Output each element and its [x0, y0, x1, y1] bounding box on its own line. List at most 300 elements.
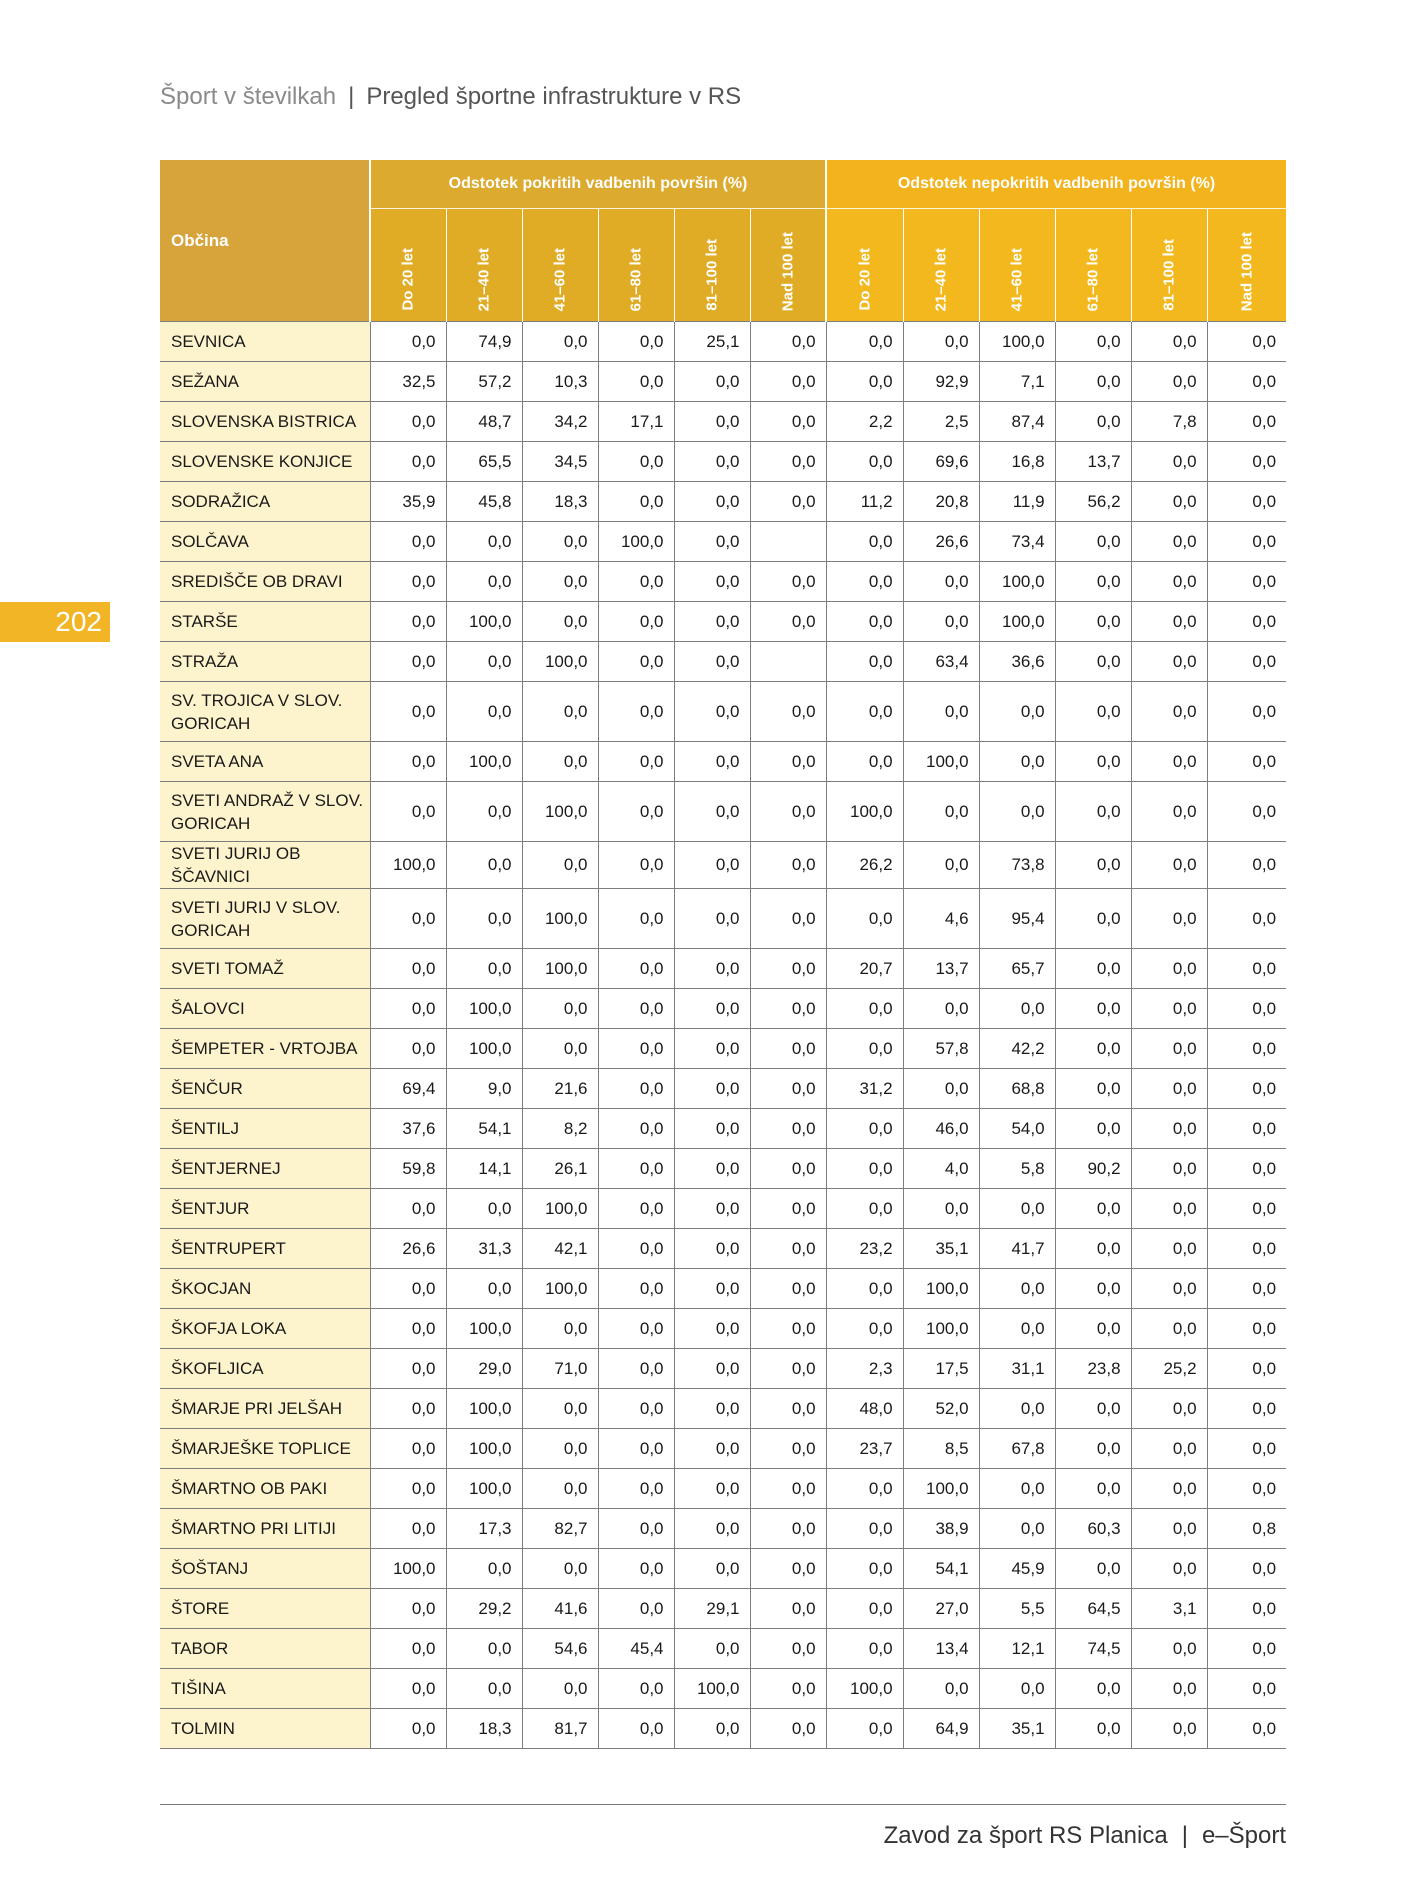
running-footer [884, 1822, 1286, 1850]
value-cell: 0,0 [370, 642, 446, 682]
table-row [160, 602, 1286, 642]
value-cell: 0,0 [1131, 1389, 1207, 1429]
municipality-name: ŠKOFJA LOKA [160, 1309, 370, 1349]
value-cell: 60,3 [1055, 1509, 1131, 1549]
value-cell: 54,0 [979, 1109, 1055, 1149]
value-cell: 8,2 [522, 1109, 598, 1149]
table-row [160, 402, 1286, 442]
value-cell: 0,0 [903, 322, 979, 362]
value-cell: 0,0 [1131, 362, 1207, 402]
value-cell: 0,0 [598, 1389, 674, 1429]
value-cell: 23,7 [826, 1429, 903, 1469]
value-cell: 100,0 [522, 642, 598, 682]
value-cell: 0,0 [750, 842, 826, 889]
value-cell: 0,0 [370, 742, 446, 782]
value-cell: 0,0 [370, 562, 446, 602]
value-cell: 0,0 [750, 1309, 826, 1349]
column-header-label: Do 20 let [856, 248, 874, 311]
table-row [160, 1549, 1286, 1589]
value-cell: 0,0 [750, 889, 826, 949]
municipality-name: SODRAŽICA [160, 482, 370, 522]
value-cell: 0,0 [598, 362, 674, 402]
value-cell: 57,2 [446, 362, 522, 402]
value-cell: 0,0 [1055, 1429, 1131, 1469]
value-cell: 0,0 [826, 1269, 903, 1309]
value-cell: 59,8 [370, 1149, 446, 1189]
value-cell: 0,0 [598, 562, 674, 602]
value-cell: 0,0 [370, 322, 446, 362]
value-cell: 0,0 [522, 989, 598, 1029]
value-cell: 54,1 [446, 1109, 522, 1149]
value-cell: 92,9 [903, 362, 979, 402]
value-cell: 45,8 [446, 482, 522, 522]
value-cell: 0,0 [370, 1509, 446, 1549]
value-cell: 0,0 [826, 442, 903, 482]
value-cell: 0,0 [1055, 322, 1131, 362]
value-cell: 0,0 [1055, 362, 1131, 402]
value-cell: 0,0 [674, 602, 750, 642]
column-header [522, 209, 598, 322]
value-cell: 0,0 [826, 1549, 903, 1589]
value-cell: 0,0 [370, 989, 446, 1029]
value-cell: 0,0 [1207, 1469, 1286, 1509]
value-cell: 0,0 [750, 1029, 826, 1069]
value-cell: 0,0 [750, 1549, 826, 1589]
value-cell: 64,5 [1055, 1589, 1131, 1629]
value-cell: 0,0 [1207, 402, 1286, 442]
value-cell: 0,0 [522, 522, 598, 562]
value-cell: 0,0 [370, 1349, 446, 1389]
value-cell: 0,0 [750, 1069, 826, 1109]
value-cell: 35,1 [979, 1709, 1055, 1749]
value-cell: 0,0 [370, 402, 446, 442]
municipality-name: SEVNICA [160, 322, 370, 362]
value-cell: 23,2 [826, 1229, 903, 1269]
value-cell: 0,0 [1207, 989, 1286, 1029]
municipality-name: ŠENČUR [160, 1069, 370, 1109]
value-cell: 0,0 [674, 442, 750, 482]
value-cell: 0,0 [979, 989, 1055, 1029]
value-cell: 0,0 [1207, 1429, 1286, 1469]
value-cell: 0,0 [1207, 1229, 1286, 1269]
municipality-name: SVETI ANDRAŽ V SLOV. GORICAH [160, 782, 370, 842]
value-cell: 0,0 [750, 322, 826, 362]
value-cell: 3,1 [1131, 1589, 1207, 1629]
municipality-name: ŠMARJE PRI JELŠAH [160, 1389, 370, 1429]
value-cell: 0,0 [979, 1309, 1055, 1349]
value-cell: 0,0 [598, 1469, 674, 1509]
municipality-name: SREDIŠČE OB DRAVI [160, 562, 370, 602]
value-cell: 81,7 [522, 1709, 598, 1749]
value-cell: 0,0 [1207, 742, 1286, 782]
value-cell: 0,0 [598, 1109, 674, 1149]
value-cell: 0,0 [1131, 1709, 1207, 1749]
value-cell: 0,0 [750, 1709, 826, 1749]
value-cell: 0,0 [826, 682, 903, 742]
value-cell: 0,0 [598, 1229, 674, 1269]
value-cell: 0,0 [598, 1029, 674, 1069]
value-cell: 0,0 [826, 889, 903, 949]
value-cell: 56,2 [1055, 482, 1131, 522]
value-cell: 100,0 [370, 842, 446, 889]
value-cell: 0,0 [750, 1349, 826, 1389]
municipality-name: TIŠINA [160, 1669, 370, 1709]
value-cell: 0,0 [674, 1709, 750, 1749]
value-cell: 0,0 [522, 682, 598, 742]
value-cell: 0,0 [1207, 642, 1286, 682]
value-cell: 69,6 [903, 442, 979, 482]
value-cell: 0,0 [674, 889, 750, 949]
value-cell: 41,6 [522, 1589, 598, 1629]
value-cell: 0,0 [446, 1669, 522, 1709]
value-cell: 0,0 [750, 402, 826, 442]
value-cell: 0,0 [750, 989, 826, 1029]
value-cell: 0,0 [598, 642, 674, 682]
column-header [826, 209, 903, 322]
value-cell: 74,5 [1055, 1629, 1131, 1669]
value-cell: 0,0 [598, 1509, 674, 1549]
value-cell: 0,0 [446, 1549, 522, 1589]
value-cell: 100,0 [903, 1269, 979, 1309]
value-cell: 0,0 [1207, 682, 1286, 742]
value-cell: 0,0 [1131, 1189, 1207, 1229]
value-cell: 7,8 [1131, 402, 1207, 442]
value-cell: 0,0 [598, 1269, 674, 1309]
value-cell: 31,1 [979, 1349, 1055, 1389]
column-header [903, 209, 979, 322]
value-cell: 0,0 [1207, 1589, 1286, 1629]
value-cell: 0,0 [674, 1629, 750, 1669]
value-cell: 73,8 [979, 842, 1055, 889]
value-cell: 12,1 [979, 1629, 1055, 1669]
value-cell: 0,0 [1207, 522, 1286, 562]
value-cell: 0,0 [826, 522, 903, 562]
value-cell: 90,2 [1055, 1149, 1131, 1189]
value-cell: 0,0 [826, 1629, 903, 1669]
value-cell: 100,0 [446, 742, 522, 782]
value-cell: 0,0 [979, 682, 1055, 742]
value-cell: 0,0 [370, 1029, 446, 1069]
value-cell: 63,4 [903, 642, 979, 682]
value-cell: 0,0 [1055, 1229, 1131, 1269]
value-cell: 0,0 [370, 1469, 446, 1509]
column-header [979, 209, 1055, 322]
value-cell: 73,4 [979, 522, 1055, 562]
municipality-name: ŠMARTNO OB PAKI [160, 1469, 370, 1509]
value-cell: 100,0 [826, 782, 903, 842]
value-cell: 65,5 [446, 442, 522, 482]
value-cell: 38,9 [903, 1509, 979, 1549]
table-row [160, 1709, 1286, 1749]
value-cell: 32,5 [370, 362, 446, 402]
value-cell: 0,0 [979, 782, 1055, 842]
value-cell: 0,0 [370, 1389, 446, 1429]
municipality-name: SVETI JURIJ V SLOV. GORICAH [160, 889, 370, 949]
column-header-label: Do 20 let [399, 248, 417, 311]
value-cell: 36,6 [979, 642, 1055, 682]
value-cell: 0,0 [750, 1189, 826, 1229]
value-cell: 0,0 [750, 362, 826, 402]
value-cell: 65,7 [979, 949, 1055, 989]
value-cell: 11,9 [979, 482, 1055, 522]
value-cell: 0,0 [826, 1149, 903, 1189]
table-row [160, 522, 1286, 562]
value-cell: 0,0 [522, 1469, 598, 1509]
value-cell: 0,0 [674, 1349, 750, 1389]
value-cell: 0,0 [903, 1069, 979, 1109]
value-cell: 0,0 [598, 889, 674, 949]
value-cell: 2,2 [826, 402, 903, 442]
value-cell: 0,0 [1131, 1269, 1207, 1309]
value-cell: 68,8 [979, 1069, 1055, 1109]
table-row [160, 442, 1286, 482]
value-cell: 100,0 [903, 1469, 979, 1509]
value-cell: 0,0 [370, 1589, 446, 1629]
value-cell: 0,0 [826, 602, 903, 642]
value-cell: 0,0 [522, 1029, 598, 1069]
value-cell: 0,0 [446, 949, 522, 989]
value-cell: 0,0 [446, 1629, 522, 1669]
value-cell: 0,0 [750, 1669, 826, 1709]
value-cell: 0,0 [750, 1269, 826, 1309]
value-cell: 29,1 [674, 1589, 750, 1629]
footer-separator: | [1181, 1822, 1188, 1849]
value-cell: 0,0 [370, 602, 446, 642]
value-cell: 18,3 [446, 1709, 522, 1749]
value-cell: 0,0 [1055, 1309, 1131, 1349]
value-cell: 26,6 [903, 522, 979, 562]
value-cell: 100,0 [522, 1189, 598, 1229]
value-cell: 0,0 [370, 949, 446, 989]
value-cell: 37,6 [370, 1109, 446, 1149]
value-cell: 100,0 [370, 1549, 446, 1589]
value-cell: 26,2 [826, 842, 903, 889]
value-cell: 0,0 [979, 1189, 1055, 1229]
value-cell: 0,0 [826, 1109, 903, 1149]
value-cell: 0,0 [750, 949, 826, 989]
value-cell: 100,0 [979, 562, 1055, 602]
value-cell: 0,0 [903, 842, 979, 889]
value-cell: 0,0 [750, 482, 826, 522]
value-cell: 4,0 [903, 1149, 979, 1189]
value-cell: 0,0 [1055, 1469, 1131, 1509]
value-cell: 48,0 [826, 1389, 903, 1429]
value-cell: 100,0 [903, 1309, 979, 1349]
column-header-label: Nad 100 let [1238, 231, 1256, 311]
value-cell: 100,0 [826, 1669, 903, 1709]
value-cell: 0,0 [1131, 949, 1207, 989]
value-cell: 0,0 [1055, 682, 1131, 742]
value-cell: 0,0 [522, 1389, 598, 1429]
value-cell: 54,1 [903, 1549, 979, 1589]
municipality-name: SEŽANA [160, 362, 370, 402]
value-cell: 100,0 [903, 742, 979, 782]
value-cell: 0,0 [1131, 1109, 1207, 1149]
value-cell: 57,8 [903, 1029, 979, 1069]
value-cell: 0,0 [674, 562, 750, 602]
value-cell: 0,0 [446, 782, 522, 842]
table-row [160, 1509, 1286, 1549]
value-cell: 0,0 [1131, 889, 1207, 949]
value-cell: 0,0 [1207, 1029, 1286, 1069]
value-cell: 0,0 [1131, 1469, 1207, 1509]
municipality-name: ŠENTJUR [160, 1189, 370, 1229]
value-cell: 0,0 [1207, 362, 1286, 402]
value-cell: 0,0 [674, 1469, 750, 1509]
value-cell: 0,0 [598, 1709, 674, 1749]
value-cell: 0,0 [1207, 782, 1286, 842]
value-cell: 0,0 [1055, 1549, 1131, 1589]
value-cell: 0,0 [750, 782, 826, 842]
table-row [160, 682, 1286, 742]
value-cell: 0,0 [1131, 1229, 1207, 1269]
value-cell: 0,0 [446, 642, 522, 682]
value-cell: 0,0 [674, 1029, 750, 1069]
value-cell: 0,0 [674, 1149, 750, 1189]
value-cell: 10,3 [522, 362, 598, 402]
value-cell: 0,0 [1207, 322, 1286, 362]
value-cell: 0,0 [1055, 782, 1131, 842]
value-cell: 0,0 [598, 782, 674, 842]
value-cell: 20,8 [903, 482, 979, 522]
value-cell: 0,0 [979, 1509, 1055, 1549]
value-cell: 17,3 [446, 1509, 522, 1549]
value-cell: 0,0 [522, 842, 598, 889]
value-cell: 13,4 [903, 1629, 979, 1669]
value-cell: 0,0 [370, 1309, 446, 1349]
value-cell: 0,0 [903, 1189, 979, 1229]
value-cell: 0,0 [1131, 1309, 1207, 1349]
value-cell: 0,0 [1055, 1069, 1131, 1109]
value-cell: 100,0 [446, 602, 522, 642]
value-cell: 0,0 [1055, 642, 1131, 682]
table-row [160, 1389, 1286, 1429]
value-cell: 100,0 [979, 602, 1055, 642]
value-cell: 0,0 [674, 842, 750, 889]
value-cell: 100,0 [446, 1389, 522, 1429]
value-cell: 0,0 [1131, 602, 1207, 642]
municipality-name: ŠTORE [160, 1589, 370, 1629]
value-cell: 0,0 [903, 782, 979, 842]
value-cell: 0,0 [826, 362, 903, 402]
value-cell: 0,0 [1207, 1669, 1286, 1709]
table-row [160, 949, 1286, 989]
value-cell: 0,0 [370, 682, 446, 742]
value-cell: 100,0 [598, 522, 674, 562]
column-header [1131, 209, 1207, 322]
value-cell: 0,0 [598, 1549, 674, 1589]
header-section-title: Pregled športne infrastrukture v RS [366, 83, 742, 110]
value-cell: 0,0 [598, 1149, 674, 1189]
value-cell: 0,0 [598, 602, 674, 642]
value-cell: 0,0 [1131, 562, 1207, 602]
value-cell: 0,0 [826, 1589, 903, 1629]
footer-series: e–Šport [1201, 1822, 1286, 1849]
value-cell: 0,0 [1131, 1509, 1207, 1549]
column-header [598, 209, 674, 322]
value-cell: 0,0 [1131, 642, 1207, 682]
municipality-name: SVETI TOMAŽ [160, 949, 370, 989]
value-cell: 0,0 [522, 562, 598, 602]
value-cell: 0,0 [1131, 1429, 1207, 1469]
value-cell: 0,0 [826, 1509, 903, 1549]
value-cell: 26,1 [522, 1149, 598, 1189]
value-cell: 35,1 [903, 1229, 979, 1269]
value-cell: 0,0 [1055, 1389, 1131, 1429]
value-cell: 0,0 [598, 989, 674, 1029]
value-cell: 0,0 [826, 562, 903, 602]
value-cell: 2,5 [903, 402, 979, 442]
value-cell: 0,0 [903, 1669, 979, 1709]
column-header [1207, 209, 1286, 322]
value-cell: 82,7 [522, 1509, 598, 1549]
value-cell: 0,0 [1055, 842, 1131, 889]
value-cell: 23,8 [1055, 1349, 1131, 1389]
value-cell: 0,0 [522, 322, 598, 362]
municipality-name: SV. TROJICA V SLOV. GORICAH [160, 682, 370, 742]
value-cell: 42,2 [979, 1029, 1055, 1069]
value-cell: 0,0 [598, 1589, 674, 1629]
value-cell: 34,5 [522, 442, 598, 482]
group-header-covered: Odstotek pokritih vadbenih površin (%) [370, 160, 826, 209]
value-cell: 0,0 [674, 522, 750, 562]
value-cell: 0,0 [1131, 442, 1207, 482]
value-cell: 0,8 [1207, 1509, 1286, 1549]
value-cell: 2,3 [826, 1349, 903, 1389]
value-cell: 0,0 [1131, 482, 1207, 522]
table-row [160, 1229, 1286, 1269]
table-row [160, 1429, 1286, 1469]
value-cell: 29,2 [446, 1589, 522, 1629]
table-row [160, 562, 1286, 602]
value-cell: 100,0 [522, 782, 598, 842]
value-cell: 100,0 [446, 989, 522, 1029]
value-cell: 0,0 [750, 682, 826, 742]
value-cell: 0,0 [1131, 1029, 1207, 1069]
value-cell: 0,0 [826, 1029, 903, 1069]
value-cell: 0,0 [750, 742, 826, 782]
value-cell: 0,0 [750, 1509, 826, 1549]
value-cell: 0,0 [1207, 889, 1286, 949]
value-cell: 0,0 [598, 1189, 674, 1229]
value-cell: 0,0 [598, 1069, 674, 1109]
value-cell: 52,0 [903, 1389, 979, 1429]
table-row [160, 642, 1286, 682]
value-cell: 100,0 [446, 1469, 522, 1509]
municipality-name: ŠOŠTANJ [160, 1549, 370, 1589]
value-cell: 0,0 [1131, 782, 1207, 842]
value-cell: 0,0 [1207, 1709, 1286, 1749]
value-cell: 0,0 [1055, 602, 1131, 642]
column-header [750, 209, 826, 322]
value-cell: 0,0 [903, 682, 979, 742]
value-cell: 13,7 [1055, 442, 1131, 482]
municipality-name: ŠENTILJ [160, 1109, 370, 1149]
value-cell: 0,0 [1131, 842, 1207, 889]
value-cell: 0,0 [1131, 1149, 1207, 1189]
value-cell: 0,0 [1131, 322, 1207, 362]
value-cell: 0,0 [1131, 1069, 1207, 1109]
value-cell: 0,0 [522, 1669, 598, 1709]
value-cell: 20,7 [826, 949, 903, 989]
value-cell: 0,0 [903, 562, 979, 602]
table-row [160, 1469, 1286, 1509]
value-cell: 0,0 [750, 1389, 826, 1429]
value-cell: 71,0 [522, 1349, 598, 1389]
value-cell: 0,0 [979, 1469, 1055, 1509]
value-cell: 0,0 [750, 1109, 826, 1149]
value-cell: 46,0 [903, 1109, 979, 1149]
